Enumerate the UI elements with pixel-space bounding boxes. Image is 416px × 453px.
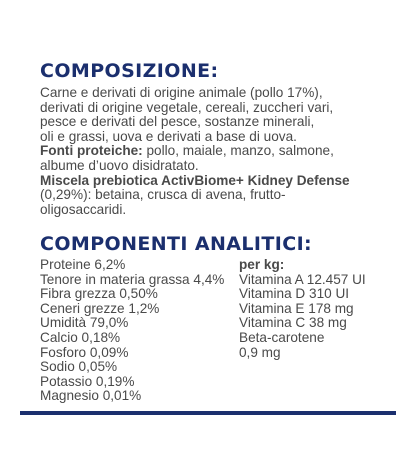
protein-sources-label: Fonti proteiche:: [40, 143, 143, 159]
vitamin-item: Vitamina E 178 mg: [239, 300, 354, 316]
composition-text: [40, 86, 400, 217]
analytical-item: Umidità 79,0%: [40, 315, 129, 331]
composition-heading: COMPOSIZIONE:: [40, 60, 219, 82]
composition-line: derivati di origine vegetale, cereali, zuccheri vari,: [40, 99, 334, 115]
composition-line: pesce e derivati del pesce, sostanze minerali,: [40, 114, 315, 130]
vitamin-item: 0,9 mg: [239, 344, 281, 360]
protein-sources-line-2: albume d’uovo disidratato.: [40, 157, 199, 173]
analytical-item: Magnesio 0,01%: [40, 388, 142, 404]
analytical-item: Potassio 0,19%: [40, 373, 135, 389]
bottom-divider: [20, 411, 396, 415]
protein-sources-line: [40, 144, 400, 159]
per-kg-header: per kg:: [239, 257, 285, 272]
analytical-item: Fibra grezza 0,50%: [40, 286, 158, 302]
analytical-right-column: [239, 258, 366, 360]
composition-line: Carne e derivati di origine animale (pollo 17%),: [40, 85, 323, 100]
composition-line: oli e grassi, uova e derivati a base di uova.: [40, 128, 297, 144]
vitamin-item: Vitamina C 38 mg: [239, 315, 347, 331]
analytical-left-column: [40, 258, 224, 404]
analytical-item: Proteine 6,2%: [40, 257, 126, 272]
prebiotic-blend-line-2: (0,29%): betaina, crusca di avena, frutto-: [40, 187, 286, 203]
analytical-item: Sodio 0,05%: [40, 359, 118, 375]
analytical-item: Ceneri grezze 1,2%: [40, 300, 160, 316]
analytical-item: Tenore in materia grassa 4,4%: [40, 271, 225, 287]
protein-sources-text: pollo, maiale, manzo, salmone,: [142, 143, 334, 159]
vitamin-item: Vitamina D 310 UI: [239, 286, 350, 302]
analytical-item: Fosforo 0,09%: [40, 344, 129, 360]
prebiotic-blend-label: Miscela prebiotica ActivBiome+ Kidney Defense: [40, 172, 350, 188]
analytical-components-heading: COMPONENTI ANALITICI:: [40, 233, 313, 255]
vitamin-item: Beta-carotene: [239, 329, 325, 345]
prebiotic-blend-line-3: oligosaccaridi.: [40, 201, 127, 217]
analytical-item: Calcio 0,18%: [40, 329, 121, 345]
vitamin-item: Vitamina A 12.457 UI: [239, 271, 366, 287]
